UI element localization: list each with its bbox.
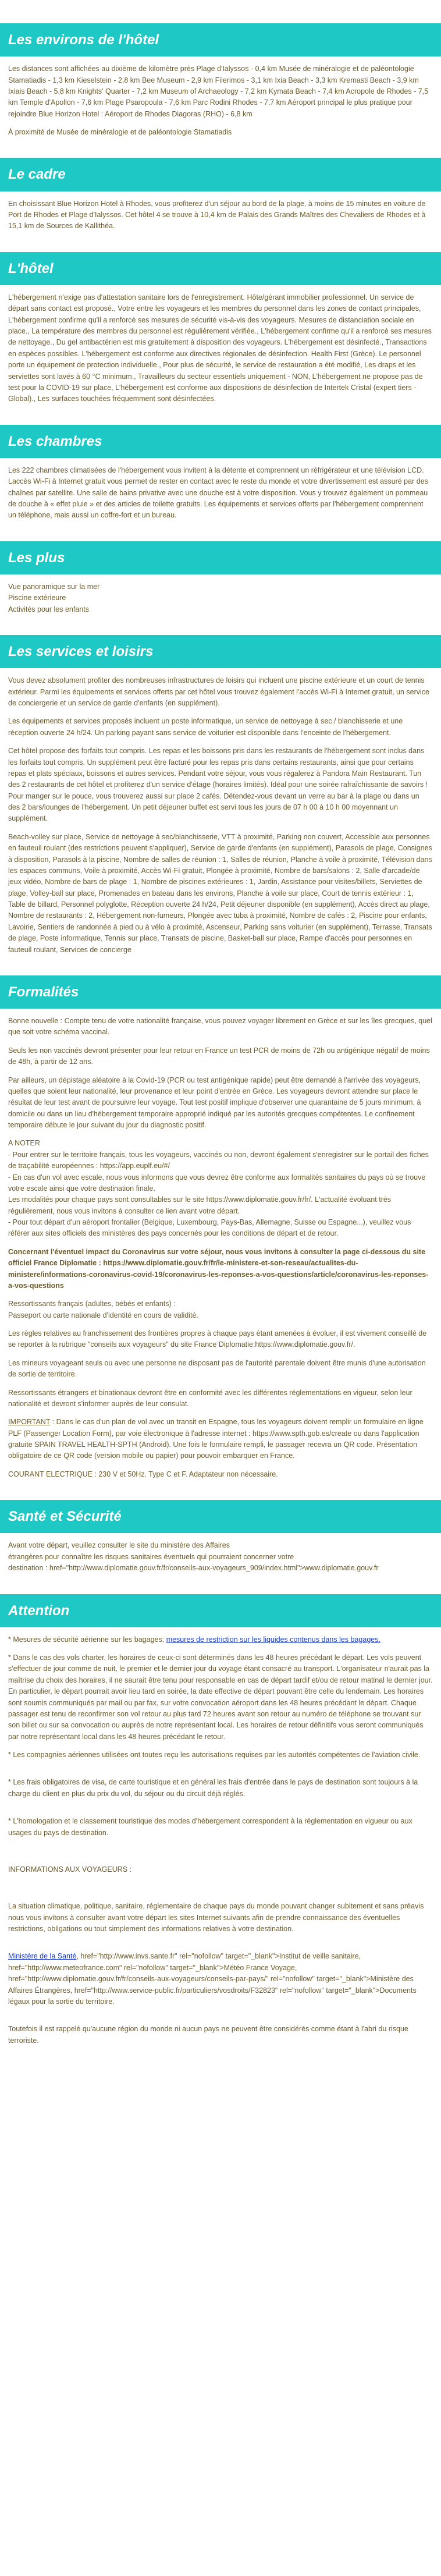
attention-links	[8, 1951, 433, 2007]
luggage-prefix: * Mesures de sécurité aérienne sur les bagages:	[8, 1635, 166, 1644]
section-header-hotel: L'hôtel	[0, 252, 441, 285]
section-header-environs: Les environs de l'hôtel	[0, 23, 441, 56]
attention-airlines: * Les compagnies aériennes utilisées ont toutes reçu les autorisations requises par les autorités compétentes de l'aviation civile.	[8, 1751, 421, 1759]
formalites-unvaccinated: Seuls les non vaccinés devront présenter pour leur retour en France un test PCR de moins de 72h ou antigénique négatif de moins de 48h, à partir de 12 ans.	[8, 1046, 430, 1066]
section-sante	[0, 1540, 441, 1574]
ressortissants-label: Ressortissants français (adultes, bébés et enfants) :	[8, 1300, 176, 1308]
formalites-a-noter	[8, 1138, 433, 1239]
formalites-coronavirus-link[interactable]: Concernant l'éventuel impact du Coronavirus sur votre séjour, nous vous invitons à consulter la page ci-dessous du site officiel France Diplomatie : https://www.diplomatie.gouv.fr/fr/le-ministere-et-son-reseau/actualites-du-ministere/informations-coronavirus-covid-19/coronavirus-les-reponses-a-vos-questions/article/coronavirus-les-reponses-a-vos-questions	[8, 1247, 429, 1290]
attention-homologation: * L'homologation et le classement touristique des modes d'hébergement correspondent à la réglementation en vigueur ou aux usages du pays de destination.	[8, 1817, 412, 1837]
services-dining: Cet hôtel propose des forfaits tout compris. Les repas et les boissons pris dans les restaurants de l'hébergement sont inclus dans les forfaits tout compris. Un supplément peut être facturé pour les repas pris dans certains restaurants, ainsi que pour certains repas et plats spéciaux, boissons et autres services. Pendant votre séjour, vous vous régalerez à Pandora Main Restaurant. Tun des 2 restaurants de cet hôtel et profiterez d'un service d'étage (horaires limités). Idéal pour une soirée rafraîchissante de savoirs ! Pour manger sur le pouce, vous trouverez aussi sur place 2 cafés. Détendez-vous devant un verre au bar à la plage ou dans un des 2 bars/lounges de l'hébergement. Un petit déjeuner buffet est servi tous les jours de 07 h 00 à 10 h 00 moyennant un supplément.	[8, 747, 428, 823]
formalites-id	[8, 1298, 433, 1321]
spacer	[8, 1892, 433, 1901]
spacer	[8, 1882, 433, 1892]
services-equipment: Les équipements et services proposés incluent un poste informatique, un service de nettoyage à sec / blanchisserie et une réception ouverte 24 h/24. Un parking payant sans service de voiturier est disponible dans l'enceinte de l'hébergement.	[8, 717, 403, 737]
attention-terrorism: Toutefois il est rappelé qu'aucune région du monde ni aucun pays ne peuvent être considérés comme étant à l'abri du risque terroriste.	[8, 2025, 408, 2045]
formalites-random-testing: Par ailleurs, un dépistage aléatoire à la Covid-19 (PCR ou test antigénique rapide) peut être demandé à l'arrivée des voyageurs, quelles que soient leur nationalité, leur provenance et leur point d'entrée en Grèce. Les voyageurs devront attendre sur place le résultat de leur test avant de poursuivre leur voyage. Tout test positif implique d'observer une quarantaine de 5 jours minimum, à domicile ou dans un lieu d'hébergement temporaire approprié indiqué par les autorités grecques compétentes. Le confinement temporaire débute le jour suivant du jour du diagnostic positif.	[8, 1076, 421, 1130]
formalites-foreigners: Ressortissants étrangers et binationaux devront être en conformité avec les différentes réglementations en vigueur, selon leur nationalité et devront s'informer auprès de leur consulat.	[8, 1388, 412, 1408]
section-environs	[0, 63, 441, 138]
spacer	[8, 2014, 433, 2024]
plus-list	[8, 581, 433, 615]
section-header-formalites: Formalités	[0, 975, 441, 1009]
formalites-electric: COURANT ELECTRIQUE : 230 V et 50Hz. Type C et F. Adaptateur non nécessaire.	[8, 1470, 278, 1478]
sante-text	[8, 1540, 433, 1574]
section-plus	[0, 581, 441, 615]
attention-situation	[8, 1901, 433, 1935]
a-noter-line: - En cas d'un vol avec escale, nous vous informons que vous devrez être conforme aux formalités sanitaires du pays où se trouve votre escale ainsi que votre destination finale.	[8, 1173, 426, 1193]
sante-line: étrangères pour connaître les risques sanitaires éventuels qui pourraient concerner votre	[8, 1552, 294, 1561]
travelers-info-title: INFORMATIONS AUX VOYAGEURS :	[8, 1865, 132, 1874]
cadre-text: En choisissant Blue Horizon Hotel à Rhodes, vous profiterez d'un séjour au bord de la plage, à moins de 15 minutes en voiture de Port de Rhodes et Plage d'Ialyssos. Cet hôtel 4 se trouve à 10,4 km de Palais des Grands Maîtres des Chevaliers de Rhodes et à 15,1 km de Sources de Kallithéa.	[8, 199, 426, 230]
environs-proximity: À proximité de Musée de minéralogie et de paléontologie Stamatiadis	[8, 128, 232, 137]
section-header-attention: Attention	[0, 1594, 441, 1627]
important-text: : Dans le cas d'un plan de vol avec un transit en Espagne, tous les voyageurs doivent remplir un formulaire en ligne PLF (Passenger Location Form), par voie électronique à l'adresse internet : https://www.spth.gob.es/create ou dans l'application gratuite SPAIN TRAVEL HEALTH-SPTH (Android). Une fois le formulaire rempli, le passager recevra un QR code. Présentation obligatoire de ce QR code (version mobile ou papier) pour pouvoir embarquer en France.	[8, 1418, 424, 1460]
a-noter-line: Les modalités pour chaque pays sont consultables sur le site https://www.diplomatie.gouv.fr/fr/. L'actualité évoluant très régulièrement, nous vous invitons à consulter ce lien avant votre départ.	[8, 1195, 392, 1215]
plus-item: Piscine extérieure	[8, 594, 66, 602]
situation-line: La situation climatique, politique, sanitaire, réglementaire de chaque pays du monde pouvant changer subitement et sans préavis	[8, 1902, 424, 1911]
plus-item: Activités pour les enfants	[8, 605, 89, 613]
spacer	[8, 1942, 433, 1951]
hotel-text: L'hébergement n'exige pas d'attestation sanitaire lors de l'enregistrement. Hôte/gérant immobilier professionnel. Un service de départ sans contact est proposé., Votre entre les voyageurs et les membres du personnel dans les zones de contact principales, L'hébergement confirme qu'il a renforcé ses mesures de sécurité vis-à-vis des voyageurs. Mesures de distanciation sociale en place., La température des membres du personnel est régulièrement vérifiée., L'hébergement confirme qu'il a renforcé ses mesures de nettoyage., Du gel antibactérien est mis gratuitement à disposition des voyageurs. L'hébergement est désinfecté., Transactions en espèces possibles. L'hébergement est conforme aux directives régionales de désinfection. Health First (Grèce). Le personnel porte un équipement de protection individuelle., Pour plus de sécurité, le service de restauration a été modifié, Les draps et les serviettes sont lavés à 60 °C minimum., Travailleurs du secteur essentiels uniquement - NON, L'hébergement ne propose pas de test pour la COVID-19 sur place, L'hébergement est conforme aux dispositions de désinfection de Intertek Cristal (expert tiers - Global)., Les surfaces touchées fréquemment sont désinfectées.	[8, 293, 432, 403]
section-services	[0, 675, 441, 956]
formalites-good-news: Bonne nouvelle : Compte tenu de votre nationalité française, vous pouvez voyager librement en Grèce et sur les îles grecques, quel que soit votre schéma vaccinal.	[8, 1017, 432, 1037]
spacer	[8, 1846, 433, 1855]
chambres-text: Les 222 chambres climatisées de l'hébergement vous invitent à la détente et comprennent un réfrigérateur et une télévision LCD. Laccès Wi-Fi à Internet gratuit vous permet de rester en contact avec le reste du monde et votre divertissement est assuré par des chaînes par satellite. Une salle de bains privative avec une douche est à votre disposition. Vous y trouvez également un pommeau de douche à « effet pluie » et des articles de toilette gratuits. Les équipements et services offerts par l'hébergement comprennent un téléphone, mais aussi un coffre-fort et un bureau.	[8, 466, 428, 520]
section-chambres	[0, 465, 441, 521]
formalites-rules: Les règles relatives au franchissement des frontières propres à chaque pays étant amenées à évoluer, il est vivement conseillé de se reporter à la rubrique "conseils aux voyageurs" du site France Diplomatie:https://www.diplomatie.gouv.fr/.	[8, 1329, 427, 1349]
spacer	[8, 1855, 433, 1864]
passport-requirement: Passeport ou carte nationale d'identité en cours de validité.	[8, 1311, 198, 1319]
spacer	[8, 1768, 433, 1777]
section-attention	[0, 1634, 441, 2046]
section-header-chambres: Les chambres	[0, 425, 441, 458]
section-header-plus: Les plus	[0, 541, 441, 574]
section-hotel	[0, 292, 441, 405]
ministere-sante-link[interactable]: Ministère de la Santé	[8, 1952, 77, 1961]
important-label: IMPORTANT	[8, 1418, 51, 1427]
section-formalites	[0, 1016, 441, 1480]
a-noter-title: A NOTER	[8, 1139, 40, 1148]
attention-schedules: * Dans le cas des vols charter, les horaires de ceux-ci sont déterminés dans les 48 heures précédant le départ. Les vols peuvent s'effectuer de jour comme de nuit, le premier et le dernier jour du voyage étant consacré au transport. L'organisateur n'aurait pas la maîtrise du choix des horaires, il ne saurait être tenu pour responsable en cas de départ tardif et/ou de retour matinal le dernier jour. En particulier, le départ pourrait avoir lieu tard en soirée, la date effective de départ pouvant être celle du lendemain. Les horaires sont soumis communiqués par mail ou par fax, sur votre convocation aéroport dans les 48 heures précédant le départ. Chaque passager est tenu de reconfirmer son vol retour au plus tard 72 heures avant son retour au numéro de téléphone se trouvant sur son billet ou sur sa convocation ou auprès de notre représentant local. Les horaires de retour définitifs vous seront communiqués par notre représentant local dans les 48 heures précédant le retour.	[8, 1654, 433, 1741]
section-header-cadre: Le cadre	[0, 158, 441, 191]
formalites-important	[8, 1417, 433, 1462]
spacer	[8, 1807, 433, 1816]
services-intro: Vous devez absolument profiter des nombreuses infrastructures de loisirs qui incluent une piscine extérieure et un court de tennis extérieur. Parmi les équipements et services offerts par cet hôtel vous trouvez également l'accès Wi-Fi à Internet gratuit, un service de conciergerie et un service de garde d'enfants (en supplément).	[8, 676, 430, 707]
links-rest: , href="http://www.invs.sante.fr" rel="nofollow" target="_blank">Institut de veille sanitaire, href="http://www.meteofrance.com" rel="nofollow" target="_blank">Météo France Voyage, href="http://www.diplomatie.gouv.fr/fr/conseils-aux-voyageurs/conseils-par-pays/" rel="nofollow" target="_blank">Ministère des Affaires Étrangères, href="http://www.service-public.fr/particuliers/vosdroits/F32823" rel="nofollow" target="_blank">Documents légaux pour la sortie du territoire.	[8, 1952, 417, 2006]
section-cadre	[0, 198, 441, 232]
attention-luggage	[8, 1634, 433, 1645]
situation-line: nous vous invitons à consulter avant votre départ les sites Internet suivants afin de prendre connaissance des éventuelles restrictions, obligations ou tout simplement des informations relatives à votre destination.	[8, 1913, 400, 1933]
formalites-minors: Les mineurs voyageant seuls ou avec une personne ne disposant pas de l'autorité parentale doivent être munis d'une autorisation de sortie de territoire.	[8, 1358, 426, 1379]
liquids-restriction-link[interactable]: mesures de restriction sur les liquides contenus dans les bagages.	[166, 1635, 380, 1644]
services-amenities: Beach-volley sur place, Service de nettoyage à sec/blanchisserie, VTT à proximité, Parking non couvert, Accessible aux personnes en fauteuil roulant (des restrictions peuvent s'appliquer), Service de garde d'enfants (en supplément), Parasols de plage, Consignes à disposition, Parasols à la piscine, Nombre de salles de réunion : 1, Salles de réunion, Planche à voile à proximité, Télévision dans les espaces communs, Voile à proximité, Accès Wi-Fi gratuit, Plongée à proximité, Nombre de bars/salons : 2, Salle d'arcade/de jeux vidéo, Nombre de bars de plage : 1, Nombre de piscines extérieures : 1, Jardin, Assistance pour visites/billets, Serviettes de plage, Volley-ball sur place, Promenades en bateau dans les environs, Planche à voile sur place, Court de tennis extérieur : 1, Table de billard, Personnel polyglotte, Réception ouverte 24 h/24, Petit déjeuner disponible (en supplément), Accès direct au plage, Nombre de restaurants : 2, Hébergement non-fumeurs, Plongée avec tuba à proximité, Nombre de cafés : 2, Piscine pour enfants, Lavoirie, Sentiers de randonnée à pied ou à vélo à proximité, Ascenseur, Parking sans voiturier (en supplément), Terrasse, Transats de plage, Poste informatique, Tennis sur place, Transats de piscine, Basket-ball sur place, Rampe d'accès pour personnes en fauteuil roulant, Services de concierge	[8, 832, 432, 954]
sante-line: Avant votre départ, veuillez consulter le site du ministère des Affaires	[8, 1541, 230, 1550]
a-noter-line: - Pour tout départ d'un aéroport frontalier (Belgique, Luxembourg, Pays-Bas, Allemagne, Suisse ou Espagne...), veuillez vous référer aux sites officiels des ministères des pays concernés pour les conditions de départ et de retour.	[8, 1218, 411, 1238]
attention-fees: * Les frais obligatoires de visa, de carte touristique et en général les frais d'entrée dans le pays de destination sont toujours à la charge du client en plus du prix du vol, du séjour ou du circuit déjà réglés.	[8, 1778, 418, 1798]
plus-item: Vue panoramique sur la mer	[8, 582, 100, 591]
a-noter-line: - Pour entrer sur le territoire français, tous les voyageurs, vaccinés ou non, devront également s'enregistrer sur le portail des fiches de traçabilité européennes : https://app.euplf.eu/#/	[8, 1150, 429, 1170]
environs-distances: Les distances sont affichées au dixième de kilomètre près Plage d'Ialyssos - 0,4 km Musée de minéralogie et de paléontologie Stamatiadis - 1,3 km Kieselstein - 2,8 km Bee Museum - 2,9 km Filerimos - 3,1 km Ixia Beach - 3,3 km Kremasti Beach - 3,9 km Ixiais Beach - 5,8 km Knights' Quarter - 7,2 km Museum of Archaeology - 7,2 km Kymata Beach - 7,4 km Acropole de Rhodes - 7,5 km Temple d'Apollon - 7,6 km Plage Psaropoula - 7,6 km Parc Rodini Rhodes - 7,7 km Aéroport principal le plus pratique pour rejoindre Blue Horizon Hotel : Aéroport de Rhodes Diagoras (RHO) - 6,8 km	[8, 65, 429, 118]
section-header-sante: Santé et Sécurité	[0, 1500, 441, 1533]
section-header-services: Les services et loisirs	[0, 635, 441, 668]
sante-line: destination : href="http://www.diplomatie.gouv.fr/fr/conseils-aux-voyageurs_909/index.html">www.diplomatie.gouv.fr	[8, 1564, 379, 1573]
